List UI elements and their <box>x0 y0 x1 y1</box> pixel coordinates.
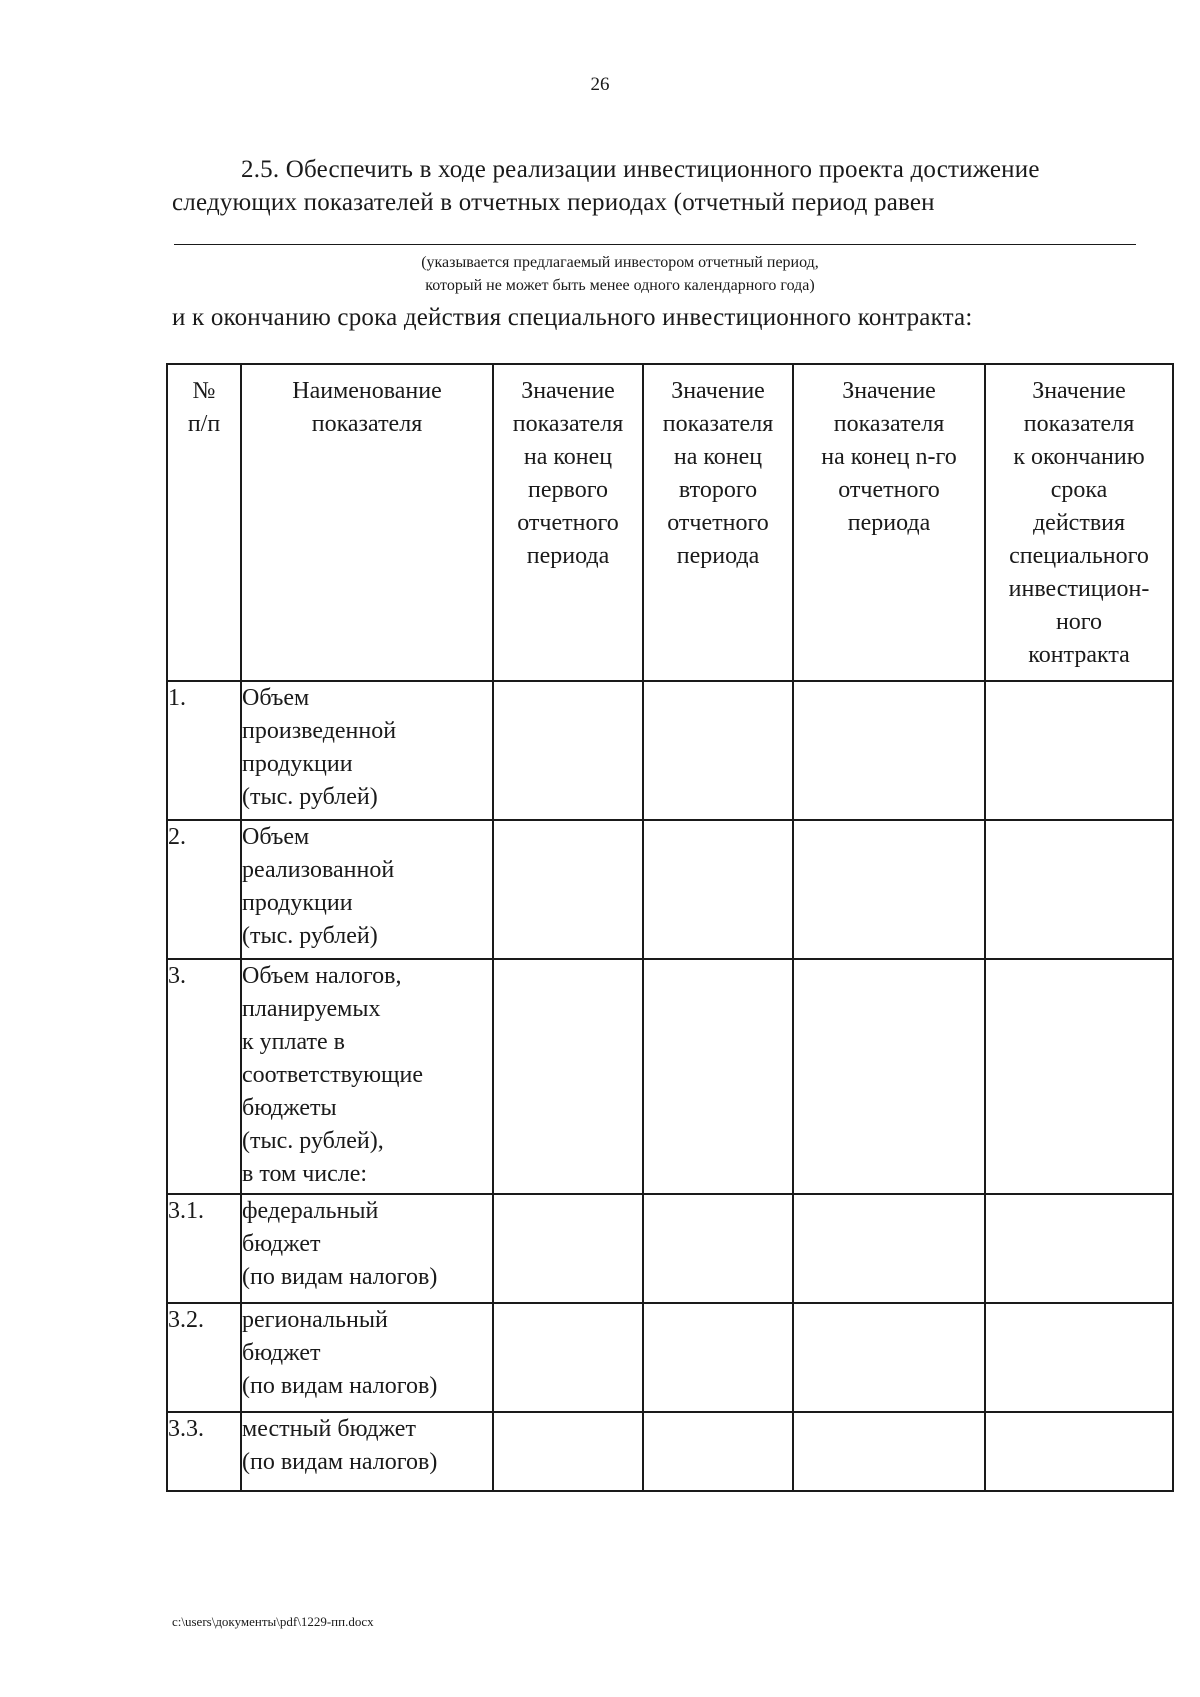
header-cell-name <box>241 364 493 681</box>
paragraph-line-2: следующих показателей в отчетных периодах (отчетный период равен <box>172 189 935 216</box>
header-text: на конец n-го <box>821 444 957 470</box>
indicator-text: соответствующие <box>242 1062 424 1088</box>
row-indicator-name <box>241 959 493 1194</box>
indicator-text: в том числе: <box>242 1161 368 1187</box>
value-cell[interactable] <box>985 1303 1173 1412</box>
value-cell[interactable] <box>793 681 985 820</box>
note-line-2: который не может быть менее одного календарного года) <box>425 277 815 294</box>
header-text: периода <box>526 543 610 569</box>
row-indicator-name <box>241 1303 493 1412</box>
row-number: 3.3. <box>167 1412 241 1491</box>
value-cell[interactable] <box>493 681 643 820</box>
indicator-text: (по видам налогов) <box>242 1373 438 1399</box>
header-text: Значение <box>521 378 615 404</box>
header-text: на конец <box>673 444 763 470</box>
page-number: 26 <box>590 74 610 95</box>
indicator-text: (по видам налогов) <box>242 1264 438 1290</box>
table-row <box>167 1412 1173 1491</box>
value-cell[interactable] <box>643 1303 793 1412</box>
header-cell-contract-end <box>985 364 1173 681</box>
indicator-text: бюджет <box>242 1340 321 1366</box>
row-number: 2. <box>167 820 241 959</box>
row-indicator-name <box>241 1194 493 1303</box>
value-cell[interactable] <box>985 1194 1173 1303</box>
header-text: периода <box>847 510 931 536</box>
value-cell[interactable] <box>643 1412 793 1491</box>
indicator-text: произведенной <box>242 718 397 744</box>
row-number: 3.2. <box>167 1303 241 1412</box>
header-text: п/п <box>187 411 221 437</box>
value-cell[interactable] <box>643 681 793 820</box>
indicator-text: федеральный <box>242 1198 379 1224</box>
header-text: Значение <box>842 378 936 404</box>
row-number: 3.1. <box>167 1194 241 1303</box>
header-text: ного <box>1055 609 1103 635</box>
paragraph-line-1: 2.5. Обеспечить в ходе реализации инвестиционного проекта достижение <box>241 156 1040 183</box>
header-text: отчетного <box>667 510 769 536</box>
indicator-text: региональный <box>242 1307 388 1333</box>
note-line-1: (указывается предлагаемый инвестором отчетный период, <box>421 254 819 271</box>
header-cell-number <box>167 364 241 681</box>
header-text: Значение <box>1032 378 1126 404</box>
file-path-footer: c:\users\документы\pdf\1229-пп.docx <box>172 1614 374 1629</box>
header-text: второго <box>678 477 758 503</box>
header-text: срока <box>1050 477 1108 503</box>
value-cell[interactable] <box>643 959 793 1194</box>
table-row <box>167 820 1173 959</box>
table-row <box>167 681 1173 820</box>
row-indicator-name <box>241 1412 493 1491</box>
header-text: контракта <box>1028 642 1130 668</box>
indicator-text: бюджеты <box>242 1095 337 1121</box>
table-row <box>167 1303 1173 1412</box>
header-text: показателя <box>512 411 624 437</box>
value-cell[interactable] <box>493 820 643 959</box>
indicator-text: (тыс. рублей), <box>242 1128 384 1154</box>
header-text: показателя <box>833 411 945 437</box>
value-cell[interactable] <box>793 1303 985 1412</box>
value-cell[interactable] <box>985 959 1173 1194</box>
value-cell[interactable] <box>985 820 1173 959</box>
header-text: действия <box>1032 510 1126 536</box>
value-cell[interactable] <box>985 681 1173 820</box>
header-text: на конец <box>523 444 613 470</box>
header-text: специального <box>1009 543 1149 569</box>
value-cell[interactable] <box>793 959 985 1194</box>
row-number: 3. <box>167 959 241 1194</box>
indicator-text: Объем налогов, <box>242 963 402 989</box>
indicators-table <box>166 363 1174 1492</box>
value-cell[interactable] <box>793 1412 985 1491</box>
value-cell[interactable] <box>493 1303 643 1412</box>
header-text: Значение <box>671 378 765 404</box>
header-cell-second-period <box>643 364 793 681</box>
value-cell[interactable] <box>643 1194 793 1303</box>
indicator-text: (по видам налогов) <box>242 1449 438 1475</box>
value-cell[interactable] <box>493 1412 643 1491</box>
value-cell[interactable] <box>493 1194 643 1303</box>
header-text: показателя <box>662 411 774 437</box>
indicator-text: продукции <box>242 751 353 777</box>
row-indicator-name <box>241 820 493 959</box>
value-cell[interactable] <box>493 959 643 1194</box>
indicator-text: бюджет <box>242 1231 321 1257</box>
header-cell-first-period <box>493 364 643 681</box>
paragraph-continuation: и к окончанию срока действия специального инвестиционного контракта: <box>172 304 973 331</box>
header-text: к окончанию <box>1013 444 1145 470</box>
value-cell[interactable] <box>985 1412 1173 1491</box>
indicator-text: Объем <box>242 685 310 711</box>
table-row <box>167 1194 1173 1303</box>
indicator-text: (тыс. рублей) <box>242 923 378 949</box>
value-cell[interactable] <box>793 1194 985 1303</box>
row-indicator-name <box>241 681 493 820</box>
indicator-text: местный бюджет <box>242 1416 416 1442</box>
header-text: № <box>192 378 216 404</box>
indicator-text: (тыс. рублей) <box>242 784 378 810</box>
header-text: периода <box>676 543 760 569</box>
indicator-text: реализованной <box>242 857 395 883</box>
header-text: инвестицион- <box>1008 576 1150 602</box>
header-text: отчетного <box>838 477 940 503</box>
value-cell[interactable] <box>793 820 985 959</box>
header-text: первого <box>528 477 608 503</box>
indicator-text: Объем <box>242 824 310 850</box>
header-text: показателя <box>311 411 423 437</box>
header-text: отчетного <box>517 510 619 536</box>
row-number: 1. <box>167 681 241 820</box>
header-cell-nth-period <box>793 364 985 681</box>
header-text: показателя <box>1023 411 1135 437</box>
paragraph-2-5 <box>172 153 1152 219</box>
indicator-text: продукции <box>242 890 353 916</box>
fill-in-blank-line <box>174 244 1136 245</box>
indicator-text: к уплате в <box>242 1029 345 1055</box>
indicator-text: планируемых <box>242 996 381 1022</box>
header-text: Наименование <box>292 378 442 404</box>
table-row <box>167 959 1173 1194</box>
footnote-hint <box>240 251 1000 297</box>
table-header-row <box>167 364 1173 681</box>
value-cell[interactable] <box>643 820 793 959</box>
